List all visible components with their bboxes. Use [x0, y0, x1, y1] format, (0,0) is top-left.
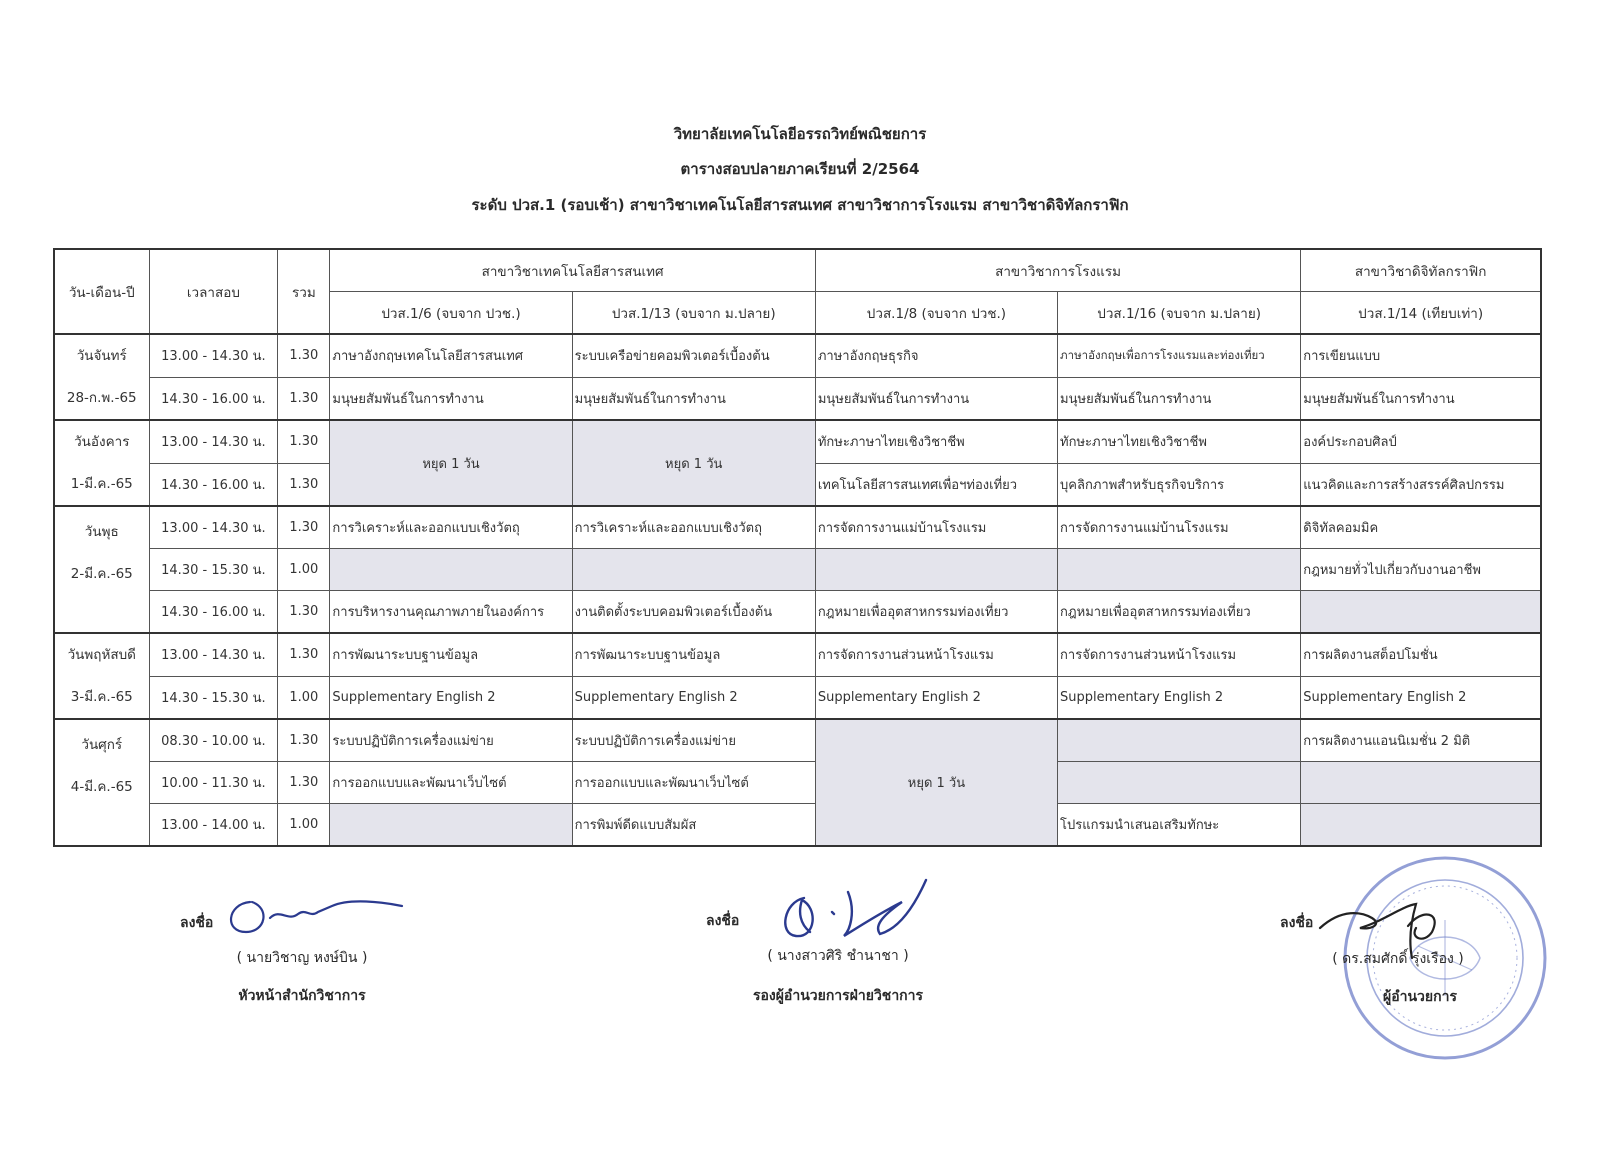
- subject-cell: การวิเคราะห์และออกแบบเชิงวัตถุ: [330, 506, 572, 549]
- day-date: 2-มี.ค.-65: [70, 566, 133, 582]
- empty-shaded-cell: [1058, 719, 1301, 762]
- exam-duration: 1.00: [278, 676, 330, 719]
- exam-time: 13.00 - 14.30 น.: [149, 334, 278, 377]
- subject-cell: มนุษยสัมพันธ์ในการทำงาน: [330, 377, 572, 420]
- day-cell-wednesday: [54, 506, 149, 633]
- signer-name-center: ( นางสาวศิริ ชำนาชา ): [767, 948, 909, 964]
- subject-cell: การบริหารงานคุณภาพภายในองค์การ: [330, 591, 572, 634]
- exam-time: 13.00 - 14.30 น.: [149, 506, 278, 549]
- subject-cell: การผลิตงานสต็อปโมชั่น: [1301, 633, 1541, 676]
- day-cell-thursday: [54, 633, 149, 719]
- exam-duration: 1.30: [278, 506, 330, 549]
- exam-duration: 1.30: [278, 719, 330, 762]
- empty-shaded-cell: [1058, 762, 1301, 804]
- holiday-cell: หยุด 1 วัน: [572, 420, 815, 506]
- table-row: [54, 420, 1541, 463]
- sign-label-right: ลงชื่อ: [1280, 915, 1314, 931]
- exam-duration: 1.00: [278, 804, 330, 847]
- subject-cell: มนุษยสัมพันธ์ในการทำงาน: [1301, 377, 1541, 420]
- subject-cell: ระบบเครือข่ายคอมพิวเตอร์เบื้องต้น: [572, 334, 815, 377]
- table-row: [54, 633, 1541, 676]
- exam-time: 08.30 - 10.00 น.: [149, 719, 278, 762]
- subject-cell: การจัดการงานแม่บ้านโรงแรม: [815, 506, 1057, 549]
- table-row: [54, 676, 1541, 719]
- table-row: [54, 506, 1541, 549]
- day-date: 28-ก.พ.-65: [66, 390, 137, 406]
- subject-cell: Supplementary English 2: [1058, 676, 1301, 719]
- exam-time: 13.00 - 14.30 น.: [149, 420, 278, 463]
- day-name: วันอังคาร: [74, 434, 130, 450]
- exam-duration: 1.00: [278, 549, 330, 591]
- subject-cell: บุคลิกภาพสำหรับธุรกิจบริการ: [1058, 463, 1301, 506]
- subject-cell: Supplementary English 2: [572, 676, 815, 719]
- signer-position-right: ผู้อำนวยการ: [1383, 989, 1457, 1005]
- subject-cell: องค์ประกอบศิลป์: [1301, 420, 1541, 463]
- group-header-1-14: ปวส.1/14 (เทียบเท่า): [1301, 292, 1541, 335]
- subject-cell: ภาษาอังกฤษธุรกิจ: [815, 334, 1057, 377]
- holiday-cell: หยุด 1 วัน: [815, 719, 1057, 846]
- day-cell-friday: [54, 719, 149, 846]
- signer-name-right: ( ดร.สมศักดิ์ รุ่งเรือง ): [1332, 951, 1464, 967]
- subject-cell: กฎหมายทั่วไปเกี่ยวกับงานอาชีพ: [1301, 549, 1541, 591]
- subject-cell: การจัดการงานส่วนหน้าโรงแรม: [1058, 633, 1301, 676]
- exam-time: 13.00 - 14.00 น.: [149, 804, 278, 847]
- exam-duration: 1.30: [278, 633, 330, 676]
- subject-cell: กฎหมายเพื่ออุตสาหกรรมท่องเที่ยว: [1058, 591, 1301, 634]
- signer-name-left: ( นายวิชาญ หงษ์บิน ): [236, 950, 368, 966]
- subject-cell: มนุษยสัมพันธ์ในการทำงาน: [572, 377, 815, 420]
- subject-cell: ทักษะภาษาไทยเชิงวิชาชีพ: [1058, 420, 1301, 463]
- empty-shaded-cell: [1058, 549, 1301, 591]
- exam-time: 14.30 - 16.00 น.: [149, 377, 278, 420]
- exam-time: 14.30 - 15.30 น.: [149, 549, 278, 591]
- exam-time: 14.30 - 15.30 น.: [149, 676, 278, 719]
- subject-cell: การพิมพ์ดีดแบบสัมผัส: [572, 804, 815, 847]
- empty-shaded-cell: [1301, 804, 1541, 847]
- day-date: 3-มี.ค.-65: [70, 689, 133, 705]
- subject-cell: การวิเคราะห์และออกแบบเชิงวัตถุ: [572, 506, 815, 549]
- dept-header-hotel: สาขาวิชาการโรงแรม: [815, 249, 1300, 292]
- day-cell-monday: [54, 334, 149, 420]
- exam-time: 14.30 - 16.00 น.: [149, 463, 278, 506]
- day-cell-tuesday: [54, 420, 149, 506]
- table-row: [54, 762, 1541, 804]
- subject-cell: ดิจิทัลคอมมิค: [1301, 506, 1541, 549]
- subject-cell: การออกแบบและพัฒนาเว็บไซต์: [572, 762, 815, 804]
- group-header-1-13: ปวส.1/13 (จบจาก ม.ปลาย): [572, 292, 815, 335]
- institution-title: วิทยาลัยเทคโนโลยีอรรถวิทย์พณิชยการ: [673, 125, 927, 143]
- subject-cell: Supplementary English 2: [330, 676, 572, 719]
- exam-duration: 1.30: [278, 420, 330, 463]
- day-name: วันพฤหัสบดี: [67, 647, 136, 663]
- holiday-cell: หยุด 1 วัน: [330, 420, 572, 506]
- signer-position-center: รองผู้อำนวยการฝ่ายวิชาการ: [752, 988, 924, 1004]
- subject-cell: มนุษยสัมพันธ์ในการทำงาน: [815, 377, 1057, 420]
- col-header-total: รวม: [278, 249, 330, 334]
- subject-cell: ภาษาอังกฤษเทคโนโลยีสารสนเทศ: [330, 334, 572, 377]
- exam-duration: 1.30: [278, 591, 330, 634]
- subject-cell: การพัฒนาระบบฐานข้อมูล: [572, 633, 815, 676]
- empty-shaded-cell: [330, 804, 572, 847]
- subject-cell: Supplementary English 2: [1301, 676, 1541, 719]
- exam-duration: 1.30: [278, 334, 330, 377]
- exam-time: 13.00 - 14.30 น.: [149, 633, 278, 676]
- exam-time: 10.00 - 11.30 น.: [149, 762, 278, 804]
- sign-label-left: ลงชื่อ: [180, 915, 214, 931]
- subject-cell: ภาษาอังกฤษเพื่อการโรงแรมและท่องเที่ยว: [1058, 334, 1301, 377]
- signature-left-image: [222, 888, 412, 943]
- empty-shaded-cell: [815, 549, 1057, 591]
- exam-duration: 1.30: [278, 762, 330, 804]
- subject-cell: Supplementary English 2: [815, 676, 1057, 719]
- level-subtitle: ระดับ ปวส.1 (รอบเช้า) สาขาวิชาเทคโนโลยีสารสนเทศ สาขาวิชาการโรงแรม สาขาวิชาดิจิทัลกราฟิก: [471, 196, 1129, 214]
- exam-schedule-title: ตารางสอบปลายภาคเรียนที่ 2/2564: [680, 160, 920, 178]
- table-row: [54, 549, 1541, 591]
- empty-shaded-cell: [1301, 591, 1541, 634]
- dept-header-digital-graphic: สาขาวิชาดิจิทัลกราฟิก: [1301, 249, 1541, 292]
- subject-cell: การพัฒนาระบบฐานข้อมูล: [330, 633, 572, 676]
- empty-shaded-cell: [1301, 762, 1541, 804]
- subject-cell: การผลิตงานแอนนิเมชั่น 2 มิติ: [1301, 719, 1541, 762]
- day-name: วันศุกร์: [81, 737, 123, 753]
- empty-shaded-cell: [330, 549, 572, 591]
- table-row: [54, 719, 1541, 762]
- dept-header-it: สาขาวิชาเทคโนโลยีสารสนเทศ: [330, 249, 815, 292]
- sign-label-center: ลงชื่อ: [706, 913, 740, 929]
- day-name: วันจันทร์: [76, 348, 127, 364]
- subject-cell: กฎหมายเพื่ออุตสาหกรรมท่องเที่ยว: [815, 591, 1057, 634]
- subject-cell: งานติดตั้งระบบคอมพิวเตอร์เบื้องต้น: [572, 591, 815, 634]
- exam-time: 14.30 - 16.00 น.: [149, 591, 278, 634]
- signer-position-left: หัวหน้าสำนักวิชาการ: [238, 988, 366, 1004]
- subject-cell: ระบบปฏิบัติการเครื่องแม่ข่าย: [572, 719, 815, 762]
- subject-cell: ระบบปฏิบัติการเครื่องแม่ข่าย: [330, 719, 572, 762]
- table-row: [54, 804, 1541, 847]
- subject-cell: การจัดการงานแม่บ้านโรงแรม: [1058, 506, 1301, 549]
- empty-shaded-cell: [572, 549, 815, 591]
- exam-duration: 1.30: [278, 463, 330, 506]
- exam-duration: 1.30: [278, 377, 330, 420]
- table-row: [54, 377, 1541, 420]
- group-header-1-6: ปวส.1/6 (จบจาก ปวช.): [330, 292, 572, 335]
- exam-schedule-table: [53, 248, 1542, 847]
- table-row: [54, 591, 1541, 634]
- table-row: [54, 334, 1541, 377]
- subject-cell: การออกแบบและพัฒนาเว็บไซต์: [330, 762, 572, 804]
- signature-center-image: [770, 872, 940, 944]
- day-date: 1-มี.ค.-65: [70, 476, 133, 492]
- subject-cell: โปรแกรมนำเสนอเสริมทักษะ: [1058, 804, 1301, 847]
- col-header-date: วัน-เดือน-ปี: [54, 249, 149, 334]
- subject-cell: มนุษยสัมพันธ์ในการทำงาน: [1058, 377, 1301, 420]
- subject-cell: แนวคิดและการสร้างสรรค์ศิลปกรรม: [1301, 463, 1541, 506]
- day-name: วันพุธ: [84, 524, 119, 540]
- col-header-time: เวลาสอบ: [149, 249, 278, 334]
- subject-cell: การเขียนแบบ: [1301, 334, 1541, 377]
- subject-cell: เทคโนโลยีสารสนเทศเพื่อฯท่องเที่ยว: [815, 463, 1057, 506]
- day-date: 4-มี.ค.-65: [70, 779, 133, 795]
- group-header-1-16: ปวส.1/16 (จบจาก ม.ปลาย): [1058, 292, 1301, 335]
- subject-cell: การจัดการงานส่วนหน้าโรงแรม: [815, 633, 1057, 676]
- group-header-1-8: ปวส.1/8 (จบจาก ปวช.): [815, 292, 1057, 335]
- subject-cell: ทักษะภาษาไทยเชิงวิชาชีพ: [815, 420, 1057, 463]
